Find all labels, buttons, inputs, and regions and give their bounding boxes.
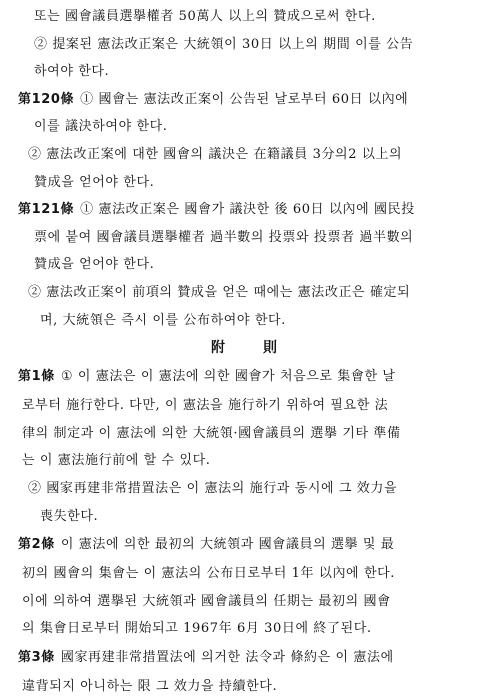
supplementary-heading: 附 則 <box>211 340 289 357</box>
text-line: ① 國會는 憲法改正案이 公告된 날로부터 60日 以內에 <box>80 91 409 107</box>
article-121-line <box>0 196 500 224</box>
text-line: 初의 國會의 集會는 이 憲法의 公布日로부터 1年 以內에 한다. <box>22 566 395 582</box>
text-line: 贊成을 얻어야 한다. <box>34 174 155 190</box>
supplementary-article-2-line <box>0 530 500 560</box>
text-line: 喪失한다. <box>40 508 99 524</box>
text-line: 票에 붙여 國會議員選擧權者 過半數의 投票와 投票者 過半數의 <box>34 229 414 245</box>
article-number: 第121條 <box>18 202 75 218</box>
article-number: 第3條 <box>18 649 55 665</box>
text-line: ② 提案된 憲法改正案은 大統領이 30日 以上의 期間 이를 公告 <box>34 36 414 52</box>
text-line: 이를 議決하여야 한다. <box>34 119 168 135</box>
text-line: ② 憲法改正案에 대한 國會의 議決은 在籍議員 3分의2 以上의 <box>28 146 403 162</box>
article-120-line <box>0 86 500 114</box>
text-line: 는 이 憲法施行前에 할 수 있다. <box>22 453 211 469</box>
text-line: 며, 大統領은 즉시 이를 公布하여야 한다. <box>40 312 286 328</box>
article-number: 第1條 <box>18 369 55 385</box>
text-line: ② 國家再建非常措置法은 이 憲法의 施行과 동시에 그 效力을 <box>28 480 398 496</box>
text-line: 律의 制定과 이 憲法에 의한 大統領·國會議員의 選擧 기타 準備 <box>22 425 401 441</box>
text-line: 또는 國會議員選擧權者 50萬人 以上의 贊成으로써 한다. <box>34 9 376 24</box>
text-line: 로부터 施行한다. 다만, 이 憲法을 施行하기 위하여 필요한 法 <box>22 398 389 414</box>
text-line: 의 集會日로부터 開始되고 1967年 6月 30日에 終了된다. <box>22 621 372 637</box>
supplementary-article-1-line <box>0 362 500 392</box>
article-number: 第2條 <box>18 537 55 553</box>
text-line: 이 憲法에 의한 最初의 大統領과 國會議員의 選擧 및 最 <box>60 537 395 553</box>
text-line: ① 이 憲法은 이 憲法에 의한 國會가 처음으로 集會한 날 <box>60 369 396 385</box>
text-line: ① 憲法改正案은 國會가 議決한 後 60日 以內에 國民投 <box>80 202 415 218</box>
text-line: ② 憲法改正案이 前項의 贊成을 얻은 때에는 憲法改正은 確定되 <box>28 284 411 300</box>
text-line: 贊成을 얻어야 한다. <box>34 257 155 273</box>
text-line: 國家再建非常措置法에 의거한 法令과 條約은 이 憲法에 <box>60 649 394 665</box>
article-number: 第120條 <box>18 91 75 107</box>
text-line: 하여야 한다. <box>34 64 110 80</box>
text-line: 이에 의하여 選擧된 大統領과 國會議員의 任期는 最初의 國會 <box>22 593 391 609</box>
supplementary-article-3-line <box>0 643 500 673</box>
text-line: 違背되지 아니하는 限 그 效力을 持續한다. <box>22 678 278 694</box>
